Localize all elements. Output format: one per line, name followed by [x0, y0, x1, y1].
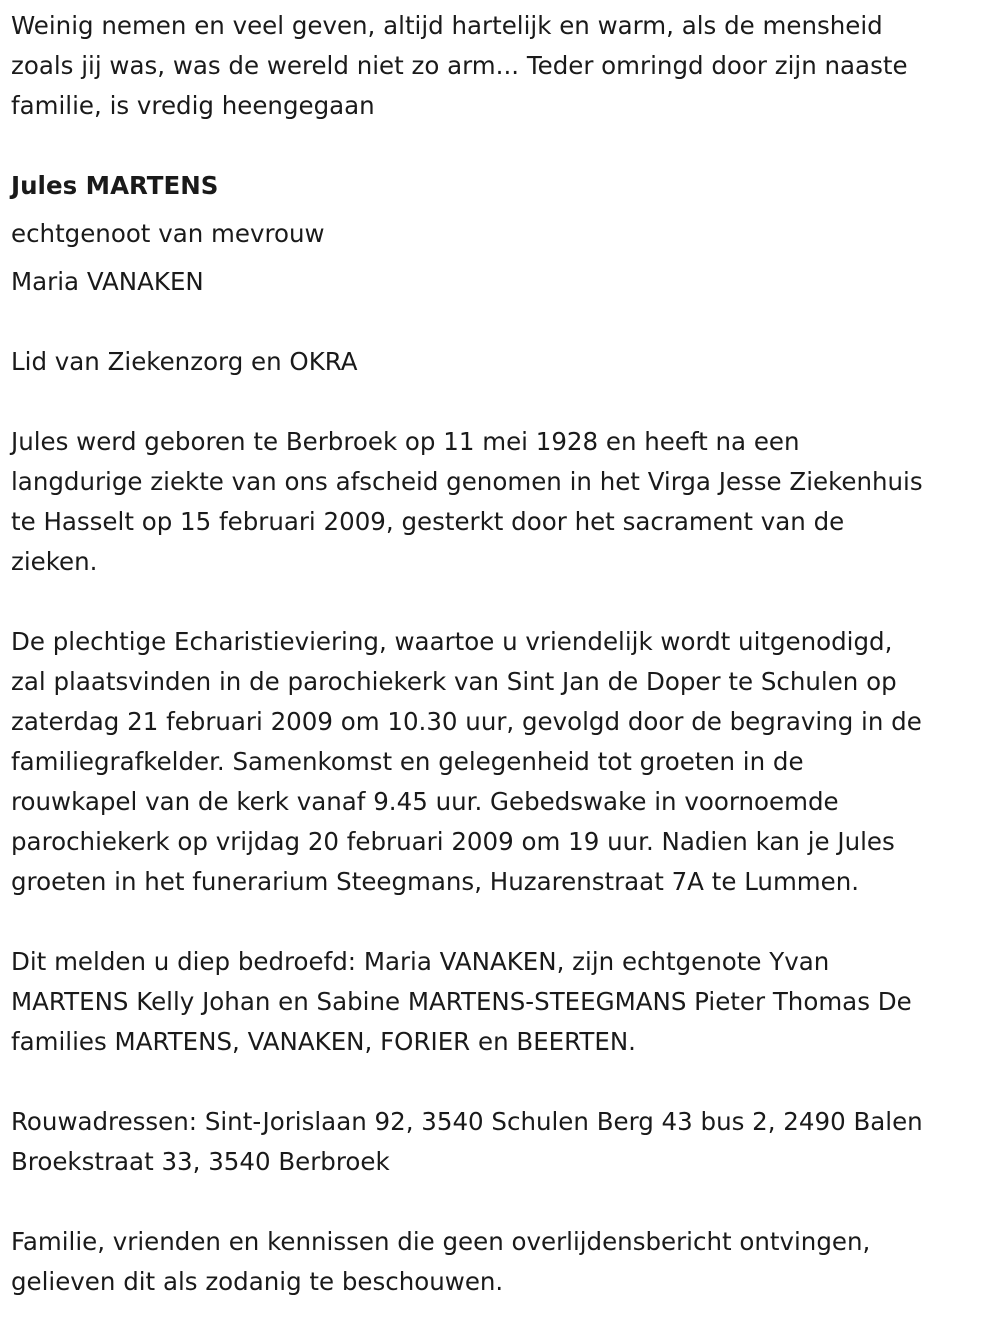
family-paragraph: Dit melden u diep bedroefd: Maria VANAKEN, zijn echtgenote Yvan MARTENS Kelly Johan en Sabine MARTENS-STEEGMANS Pieter Thomas De families MARTENS, VANAKEN, FORIER en BEERTEN.	[11, 947, 912, 1056]
birth-death-paragraph: Jules werd geboren te Berbroek op 11 mei 1928 en heeft na een langdurige ziekte van ons afscheid genomen in het Virga Jesse Ziekenhuis te Hasselt op 15 februari 2009, gesterkt door het sacrament van de zieken.	[11, 427, 923, 576]
membership-paragraph: Lid van Ziekenzorg en OKRA	[11, 347, 358, 376]
closing-paragraph: Familie, vrienden en kennissen die geen overlijdensbericht ontvingen, gelieven dit als zodanig te beschouwen.	[11, 1227, 871, 1296]
funeral-paragraph: De plechtige Echaristieviering, waartoe u vriendelijk wordt uitgenodigd, zal plaatsvinden in de parochiekerk van Sint Jan de Doper te Schulen op zaterdag 21 februari 2009 om 10.30 uur, gevolgd door de begraving in de familiegrafkelder. Samenkomst en gelegenheid tot groeten in de rouwkapel van de kerk vanaf 9.45 uur. Gebedswake in voornoemde parochiekerk op vrijdag 20 februari 2009 om 19 uur. Nadien kan je Jules groeten in het funerarium Steegmans, Huzarenstraat 7A te Lummen.	[11, 627, 922, 896]
intro-paragraph: Weinig nemen en veel geven, altijd hartelijk en warm, als de mensheid zoals jij was, was de wereld niet zo arm... Teder omringd door zijn naaste familie, is vredig heengegaan	[11, 11, 908, 120]
spouse-line-1: echtgenoot van mevrouw	[11, 219, 325, 248]
addresses-paragraph: Rouwadressen: Sint-Jorislaan 92, 3540 Schulen Berg 43 bus 2, 2490 Balen Broekstraat 33, 3540 Berbroek	[11, 1107, 923, 1176]
spouse-line-2: Maria VANAKEN	[11, 267, 204, 296]
deceased-name: Jules MARTENS	[11, 171, 219, 200]
